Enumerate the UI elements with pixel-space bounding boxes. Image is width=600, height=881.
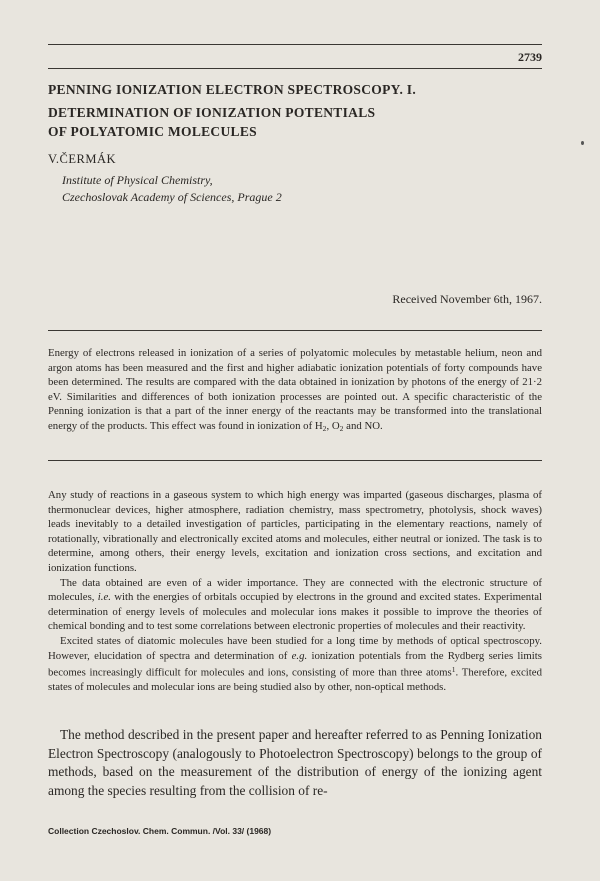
abstract-text: Energy of electrons released in ionization of a series of polyatomic molecules by metastable helium, neon and argon atoms has been measured and the first and higher adiabatic ionization potentials of forty compounds have been determined. The results are compared with the data obtained in ionization by photons of the energy of 21·2 eV. Similarities and differences of both ionization processes are pointed out. A specific characteristic of the Penning ionization is that a part of the inner energy of the reactants may be transformed into the translational energy of the products. This effect was found in ionization of: [48, 347, 542, 432]
author-name: V.ČERMÁK: [48, 152, 117, 166]
affiliation-line-2: Czechoslovak Academy of Sciences, Prague 2: [62, 190, 282, 204]
received-date: Received November 6th, 1967.: [392, 292, 542, 306]
scan-speck: [581, 141, 584, 145]
paragraph-1: Any study of reactions in a gaseous system to which high energy was imparted (gaseous discharges, plasma of thermonuclear devices, higher atmosphere, radiation chemistry, mass spectrometry, photolysis, shock waves) leads inevitably to a detailed investigation of particles, participating in the elementary reactions, namely of rotationally, vibrationally and electronically excited atoms and molecules, either neutral or ionized. The task is to determine, among others, their energy levels, excitation and ionization cross sections, and excitation and ionization functions.: [48, 489, 542, 574]
paragraph-3: Excited states of diatomic molecules have been studied for a long time by methods of optical spectroscopy. However, elucidation of spectra and determination of e.g. ionization potentials from the Rydberg series limits becomes increasingly difficult for molecules and ions, consisting of more than three atoms$^1$. Therefore, excited states of molecules and molecular ions are being studied also by other, non-optical methods.: [48, 634, 542, 694]
title-line-3: OF POLYATOMIC MOLECULES: [48, 124, 257, 139]
journal-footer: Collection Czechoslov. Chem. Commun. /Vol. 33/ (1968): [48, 826, 272, 836]
header-rule-lower: [48, 68, 542, 69]
page-number: 2739: [518, 50, 542, 64]
abstract: Energy of electrons released in ionization of a series of polyatomic molecules by metastable helium, neon and argon atoms has been measured and the first and higher adiabatic ionization potentials of forty compounds have been determined. The results are compared with the data obtained in ionization by photons of the energy of 21·2 eV. Similarities and differences of both ionization processes are pointed out. A specific characteristic of the Penning ionization is that a part of the inner energy of the reactants may be transformed into the translational energy of the products. This effect was found in ionization of $H_2$, $O_2$ and NO.: [48, 347, 542, 433]
body-text: [48, 488, 542, 695]
paper-title: [48, 80, 548, 141]
header-rule: [48, 44, 542, 45]
title-line-2: DETERMINATION OF IONIZATION POTENTIALS: [48, 105, 376, 120]
title-line-1: PENNING IONIZATION ELECTRON SPECTROSCOPY. I.: [48, 82, 417, 97]
formula-o2: $O_2$: [331, 419, 344, 433]
author-affiliation: [62, 172, 282, 206]
formula-h2: $H_2$: [314, 419, 327, 433]
paragraph-4: The method described in the present paper and hereafter referred to as Penning Ionization Electron Spectroscopy (analogously to Photoelectron Spectroscopy) belongs to the group of methods, based on the measurement of the distribution of energy of the ionizing agent among the species resulting from the collision of re-: [48, 727, 542, 798]
abstract-top-rule: [48, 330, 542, 331]
reference-1: 1: [451, 665, 456, 675]
abstract-bottom-rule: [48, 460, 542, 461]
paragraph-2: The data obtained are even of a wider importance. They are connected with the electronic structure of molecules, i.e. with the energies of orbitals occupied by electrons in the ground and excited states. Experimental determination of energy levels of molecules and molecular ions makes it possible to improve the theories of chemical bonding and to test some correlations between electronic properties of molecules and their reactivity.: [48, 576, 542, 633]
affiliation-line-1: Institute of Physical Chemistry,: [62, 173, 213, 187]
